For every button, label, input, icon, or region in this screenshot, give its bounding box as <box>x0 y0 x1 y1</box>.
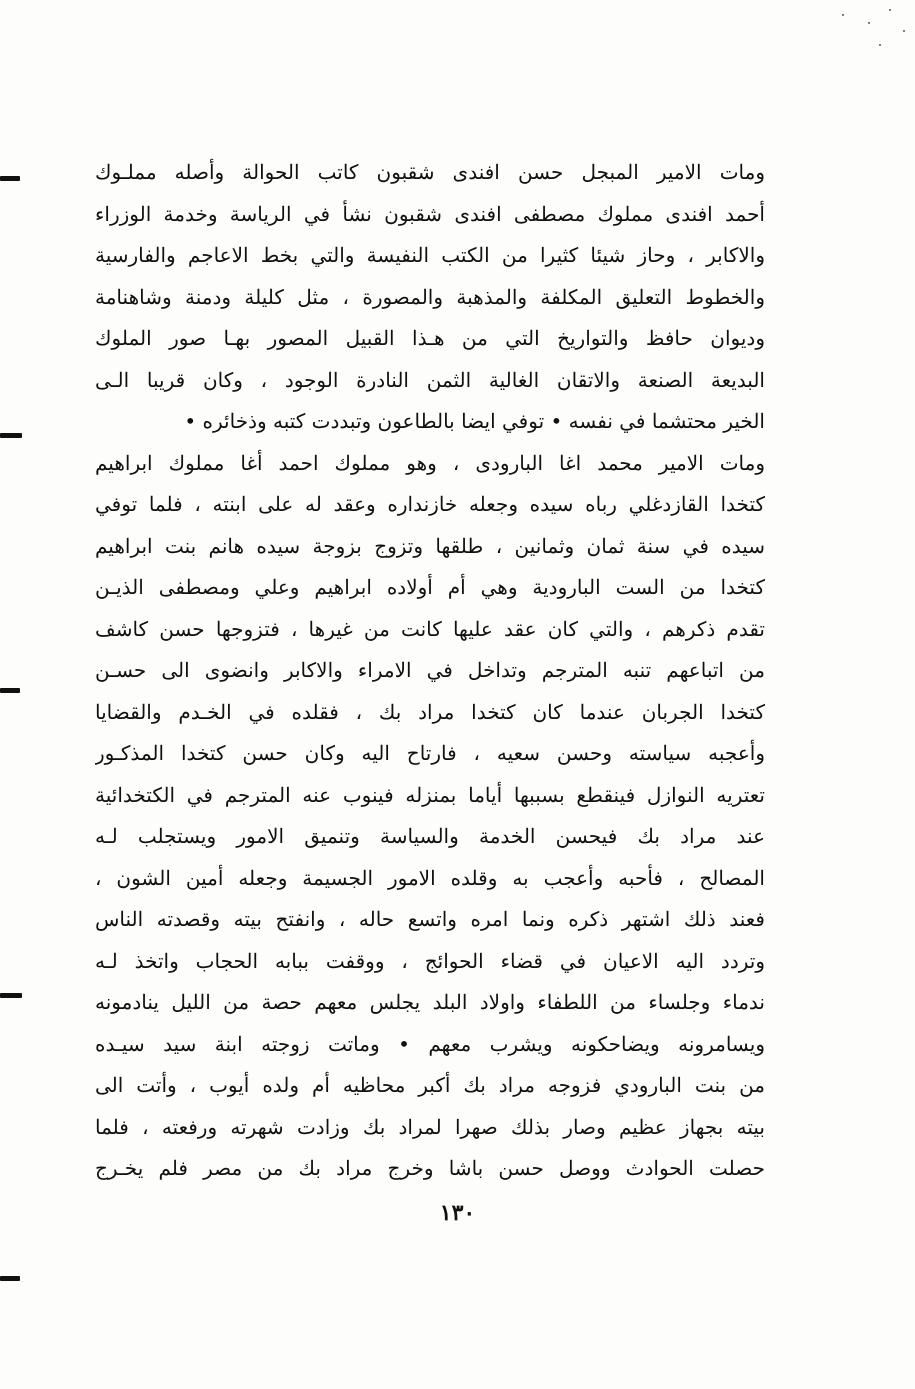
text-line: وتردد اليه الاعيان في قضاء الحوائج ، ووقفت ببابه الحجاب واتخذ لـه <box>95 948 765 973</box>
body-text <box>95 152 765 1190</box>
text-line: البديعة الصنعة والاتقان الغالية الثمن النادرة الوجود ، وكان قريبا الـى <box>95 367 765 392</box>
margin-mark <box>0 433 22 438</box>
text-line: وأعجبه سياسته وحسن سعيه ، فارتاح اليه وكان حسن كتخدا المذكـور <box>95 741 765 765</box>
text-line: كتخدا من الست البارودية وهي أم أولاده ابراهيم وعلي ومصطفى الذيـن <box>95 575 765 599</box>
scan-speck <box>868 22 870 24</box>
text-line: كتخدا القازدغلي رباه سيده وجعله خازنداره وعقد له على ابنته ، فلما توفي <box>95 492 765 516</box>
margin-mark <box>0 993 22 998</box>
margin-mark <box>0 176 20 181</box>
text-line: من بنت البارودي فزوجه مراد بك أكبر محاظيه أم ولده أيوب ، وأتت الى <box>95 1073 765 1097</box>
margin-mark <box>0 1276 20 1281</box>
text-line: وديوان حافظ والتواريخ التي من هـذا القبيل المصور بهـا صور الملوك <box>95 326 765 350</box>
text-line: ومات الامير محمد اغا البارودى ، وهو مملوك احمد أغا مملوك ابراهيم <box>95 450 765 475</box>
page-number: ١٣٠ <box>439 1200 476 1226</box>
text-line: بيته بجهاز عظيم وصار بذلك صهرا لمراد بك وزادت شهرته ورفعته ، فلما <box>95 1114 765 1139</box>
text-line: من اتباعهم تنبه المترجم وتداخل في الامراء والاكابر وانضوى الى حسـن <box>95 658 765 682</box>
scan-speck <box>889 9 891 11</box>
scan-speck <box>903 30 905 32</box>
scan-speck <box>842 14 844 16</box>
text-line: ويسامرونه ويضاحكونه ويشرب معهم • وماتت زوجته ابنة سيد سيـده <box>95 1031 765 1056</box>
text-line: ندماء وجلساء من اللطفاء واولاد البلد يجلس معهم حصة من الليل ينادمونه <box>95 990 765 1014</box>
text-line: فعند ذلك اشتهر ذكره ونما امره واتسع حاله ، وانفتح بيته وقصدته الناس <box>95 907 765 931</box>
text-line: ومات الامير المبجل حسن افندى شقبون كاتب الحوالة وأصله مملـوك <box>95 160 765 184</box>
text-line: كتخدا الجربان عندما كان كتخدا مراد بك ، فقلده في الخـدم والقضايا <box>95 699 765 724</box>
text-line: حصلت الحوادث ووصل حسن باشا وخرج مراد بك من مصر فلم يخـرج <box>95 1156 765 1180</box>
text-line: والخطوط التعليق المكلفة والمذهبة والمصورة ، مثل كليلة ودمنة وشاهنامة <box>95 284 765 309</box>
text-line: عند مراد بك فيحسن الخدمة والسياسة وتنميق الامور ويستجلب لـه <box>95 824 765 848</box>
text-line: تقدم ذكرهم ، والتي كان عقد عليها كانت من غيرها ، فتزوجها حسن كاشف <box>95 616 765 641</box>
margin-mark <box>0 688 20 693</box>
text-line: أحمد افندى مملوك مصطفى افندى شقبون نشأ في الرياسة وخدمة الوزراء <box>95 201 765 226</box>
text-line: سيده في سنة ثمان وثمانين ، طلقها وتزوج بزوجة سيده هانم بنت ابراهيم <box>95 533 765 558</box>
text-line: المصالح ، فأحبه وأعجب به وقلده الامور الجسيمة وجعله أمين الشون ، <box>95 865 765 890</box>
text-line: الخير محتشما في نفسه • توفي ايضا بالطاعون وتبددت كتبه وذخائره • <box>184 409 765 433</box>
text-line: تعتريه النوازل فينقطع بسببها أياما بمنزله فينوب عنه المترجم في الكتخدائية <box>95 782 765 807</box>
scan-speck <box>879 44 881 46</box>
text-line: والاكابر ، وحاز شيئا كثيرا من الكتب النفيسة والتي بخط الاعاجم والفارسية <box>95 243 765 267</box>
